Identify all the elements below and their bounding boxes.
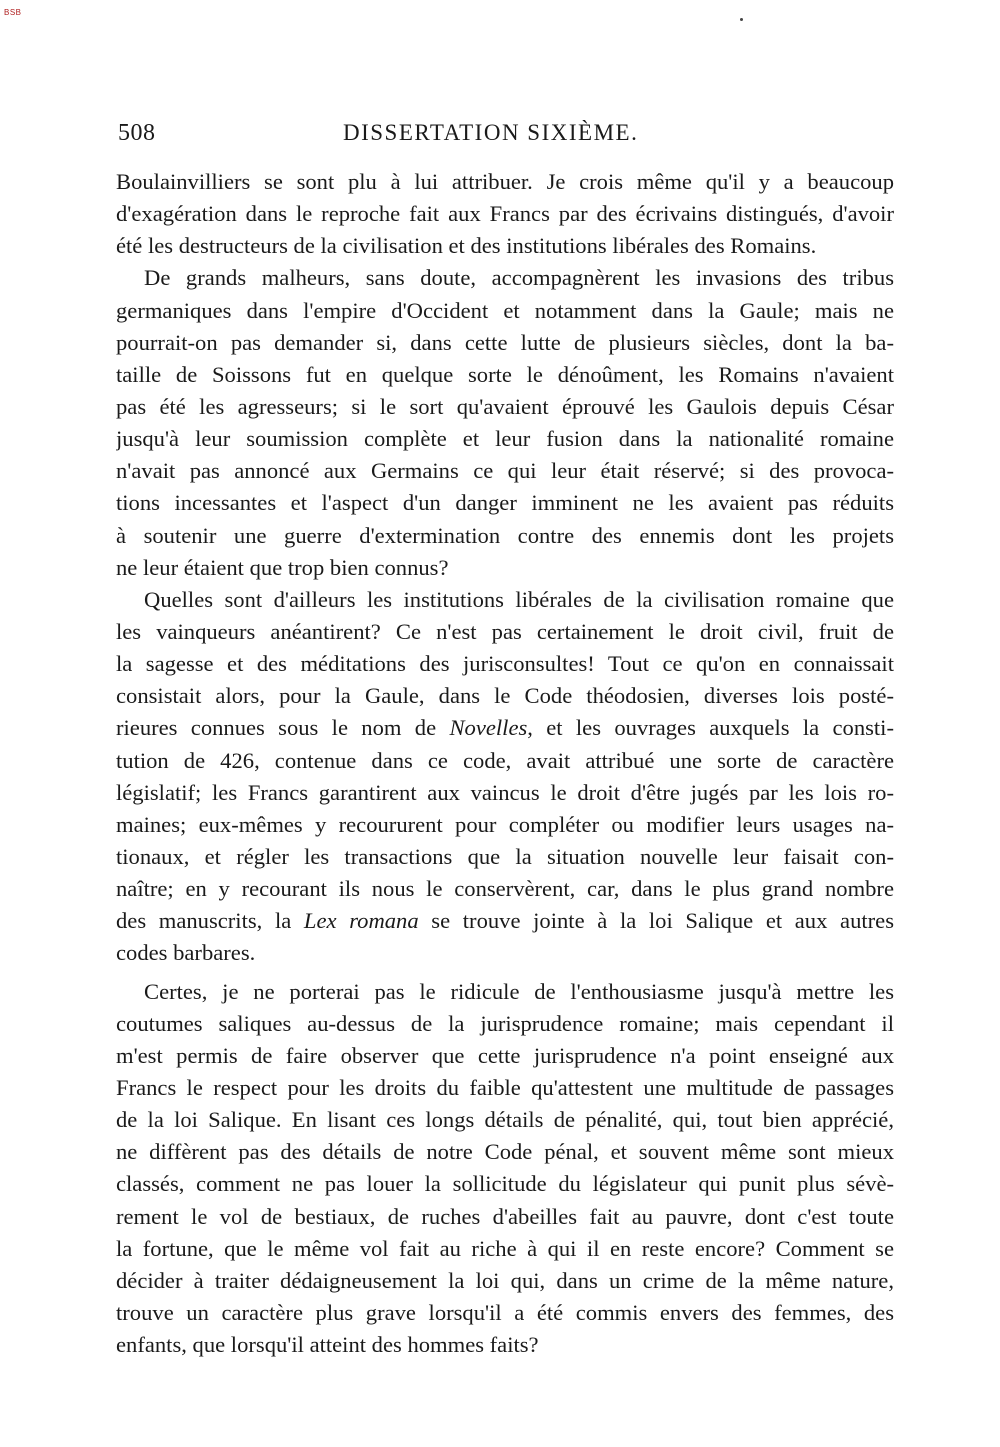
text-line: ne leur étaient que trop bien connus? <box>116 554 449 580</box>
text-line: d'exagération dans le reproche fait aux Francs par des écrivains distingués, d'avoir <box>116 201 894 227</box>
text-line: pourrait-on pas demander si, dans cette lutte de plusieurs siècles, dont la ba- <box>116 329 894 355</box>
text-line-segment: , et les ouvrages auxquels la consti- <box>527 715 894 741</box>
text-line: trouve un caractère plus grave lorsqu'il a été commis envers des femmes, des <box>116 1299 894 1325</box>
text-line: Francs le respect pour les droits du faible qu'attestent une multitude de passages <box>116 1074 894 1100</box>
text-line-segment: des manuscrits, la <box>116 908 304 934</box>
text-line: jusqu'à leur soumission complète et leur fusion dans la nationalité romaine <box>116 426 894 452</box>
text-line: été les destructeurs de la civilisation et des institutions libérales des Romains. <box>116 233 817 259</box>
text-line: enfants, que lorsqu'il atteint des hommes faits? <box>116 1332 539 1358</box>
text-line: n'avait pas annoncé aux Germains ce qui leur était réservé; si des provoca- <box>116 458 894 484</box>
text-line: maines; eux-mêmes y recoururent pour compléter ou modifier leurs usages na- <box>116 811 894 837</box>
text-line: De grands malheurs, sans doute, accompagnèrent les invasions des tribus <box>144 265 894 291</box>
page-header <box>118 120 893 160</box>
text-line: taille de Soissons fut en quelque sorte le dénoûment, les Romains n'avaient <box>116 361 894 387</box>
text-line: les vainqueurs anéantirent? Ce n'est pas certainement le droit civil, fruit de <box>116 618 894 644</box>
text-line: ne diffèrent pas des détails de notre Code pénal, et souvent même sont mieux <box>116 1139 894 1165</box>
text-line: Quelles sont d'ailleurs les institutions libérales de la civilisation romaine que <box>144 586 894 612</box>
body-text <box>116 166 894 1361</box>
text-line: décider à traiter dédaigneusement la loi qui, dans un crime de la même nature, <box>116 1267 894 1293</box>
library-watermark: BSB <box>4 8 22 17</box>
text-line-segment: se trouve jointe à la loi Salique et aux autres <box>418 908 894 934</box>
text-line: tionaux, et régler les transactions que la situation nouvelle leur faisait con- <box>116 843 894 869</box>
text-line: coutumes saliques au-dessus de la jurisprudence romaine; mais cependant il <box>116 1010 894 1036</box>
text-line: la fortune, que le même vol fait au riche à qui il en reste encore? Comment se <box>116 1235 894 1261</box>
text-line: Boulainvilliers se sont plu à lui attribuer. Je crois même qu'il y a beaucoup <box>116 169 894 194</box>
text-line: naître; en y recourant ils nous le conservèrent, car, dans le plus grand nombre <box>116 876 894 902</box>
text-line: classés, comment ne pas louer la sollicitude du législateur qui punit plus sévè- <box>116 1171 894 1197</box>
text-line <box>116 905 894 937</box>
text-line: législatif; les Francs garantirent aux vaincus le droit d'être jugés par les lois ro- <box>116 779 894 805</box>
text-line: Certes, je ne porterai pas le ridicule de l'enthousiasme jusqu'à mettre les <box>144 978 894 1004</box>
italic-title: Novelles <box>449 715 528 741</box>
text-line: la sagesse et des méditations des jurisconsultes! Tout ce qu'on en connaissait <box>116 651 894 677</box>
print-speck <box>740 18 743 21</box>
text-line: à soutenir une guerre d'extermination contre des ennemis dont les projets <box>116 522 894 548</box>
text-line: consistait alors, pour la Gaule, dans le Code théodosien, diverses lois posté- <box>116 683 894 709</box>
text-line: pas été les agresseurs; si le sort qu'avaient éprouvé les Gaulois depuis César <box>116 393 894 419</box>
page-number: 508 <box>118 120 156 146</box>
text-line: de la loi Salique. En lisant ces longs détails de pénalité, qui, tout bien apprécié, <box>116 1107 894 1133</box>
text-line: tions incessantes et l'aspect d'un danger imminent ne les avaient pas réduits <box>116 490 894 516</box>
text-line: m'est permis de faire observer que cette jurisprudence n'a point enseigné aux <box>116 1042 894 1068</box>
text-line-segment: rieures connues sous le nom de <box>116 715 450 741</box>
italic-title: Lex romana <box>303 908 419 934</box>
text-line <box>116 712 894 744</box>
text-line: codes barbares. <box>116 940 256 966</box>
text-line: tution de 426, contenue dans ce code, avait attribué une sorte de caractère <box>116 747 894 773</box>
text-line: rement le vol de bestiaux, de ruches d'abeilles fait au pauvre, dont c'est toute <box>116 1203 894 1229</box>
text-line: germaniques dans l'empire d'Occident et notamment dans la Gaule; mais ne <box>116 297 894 323</box>
running-title: DISSERTATION SIXIÈME. <box>343 120 639 145</box>
